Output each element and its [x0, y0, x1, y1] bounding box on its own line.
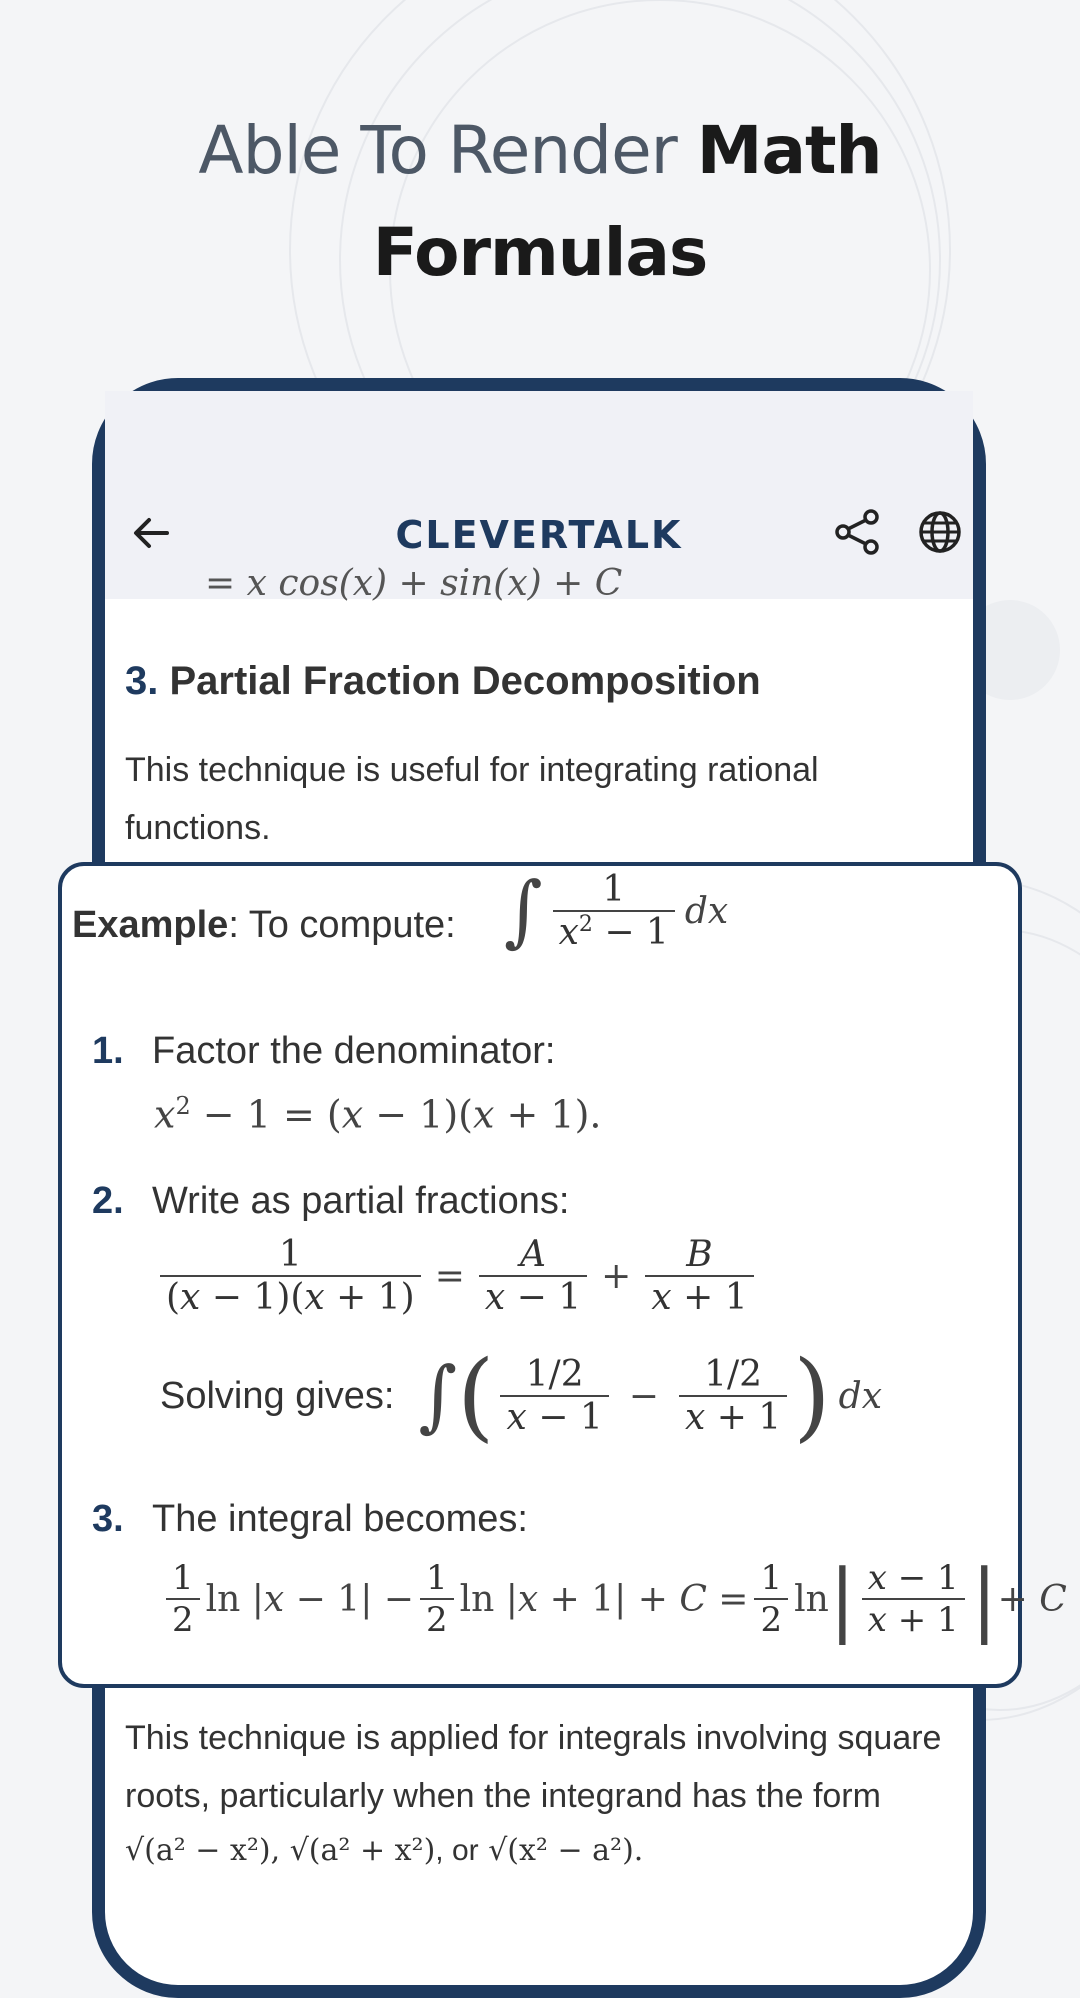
globe-icon[interactable] — [915, 507, 965, 557]
partial-fraction-equation: $\frac{1}{(x - 1)(x + 1)}$ = $\frac{A}{x - 1}$ + $\frac{B}{x + 1}$ — [160, 1234, 754, 1318]
after-math-line: √(a² − x²), √(a² + x²), or √(x² − a²). — [125, 1833, 644, 1868]
formula-card — [58, 862, 1067, 1688]
solving-line: Solving gives: ∫ ( $\frac{1/2}{x - 1}$ − $\frac{1/2}{x + 1}$ ) dx — [160, 1340, 883, 1452]
section-number: 3. — [125, 659, 159, 703]
headline-bold-1: Math — [696, 112, 882, 189]
step-number-2: 2. — [92, 1180, 124, 1222]
math-sqrt-3: √(x² − a²) — [488, 1833, 634, 1868]
step-number-3: 3. — [92, 1498, 124, 1540]
after-paragraph — [125, 1709, 945, 1877]
solving-label: Solving gives: — [160, 1374, 395, 1417]
factor-equation: $x^2 - 1 = (x - 1)(x + 1)$. — [154, 1092, 602, 1137]
step-text-3: The integral becomes: — [152, 1498, 528, 1540]
headline-light: Able To Render — [198, 112, 697, 189]
math-sqrt-1: √(a² − x²) — [125, 1833, 271, 1868]
headline-bold-2: Formulas — [372, 214, 708, 291]
section-title — [125, 659, 761, 704]
example-text: : To compute: — [228, 904, 456, 946]
headline — [0, 100, 1080, 304]
cut-off-formula: = x cos(x) + sin(x) + C — [205, 563, 623, 604]
app-title: CLEVERTALK — [395, 513, 683, 557]
step-number-1: 1. — [92, 1030, 124, 1072]
step-text-1: Factor the denominator: — [152, 1030, 556, 1072]
final-result-equation: $\frac{1}{2}$ ln |x − 1| − $\frac{1}{2}$ ln |x + 1| + C = $\frac{1}{2}$ ln | $\frac{x - 1}{x + 1}$ | + C — [160, 1558, 1067, 1640]
example-integral: ∫ $\frac{1}{x^2 - 1}$ dx — [504, 865, 729, 957]
example-line — [72, 904, 456, 947]
section-title-text: Partial Fraction Decomposition — [158, 659, 761, 703]
example-label: Example — [72, 904, 229, 946]
math-sqrt-2: √(a² + x²) — [289, 1833, 436, 1868]
intro-paragraph: This technique is useful for integrating rational functions. — [125, 751, 819, 847]
share-icon[interactable] — [833, 507, 883, 557]
after-text: This technique is applied for integrals involving square roots, particularly when the integrand has the form — [125, 1719, 942, 1815]
step-text-2: Write as partial fractions: — [152, 1180, 570, 1222]
